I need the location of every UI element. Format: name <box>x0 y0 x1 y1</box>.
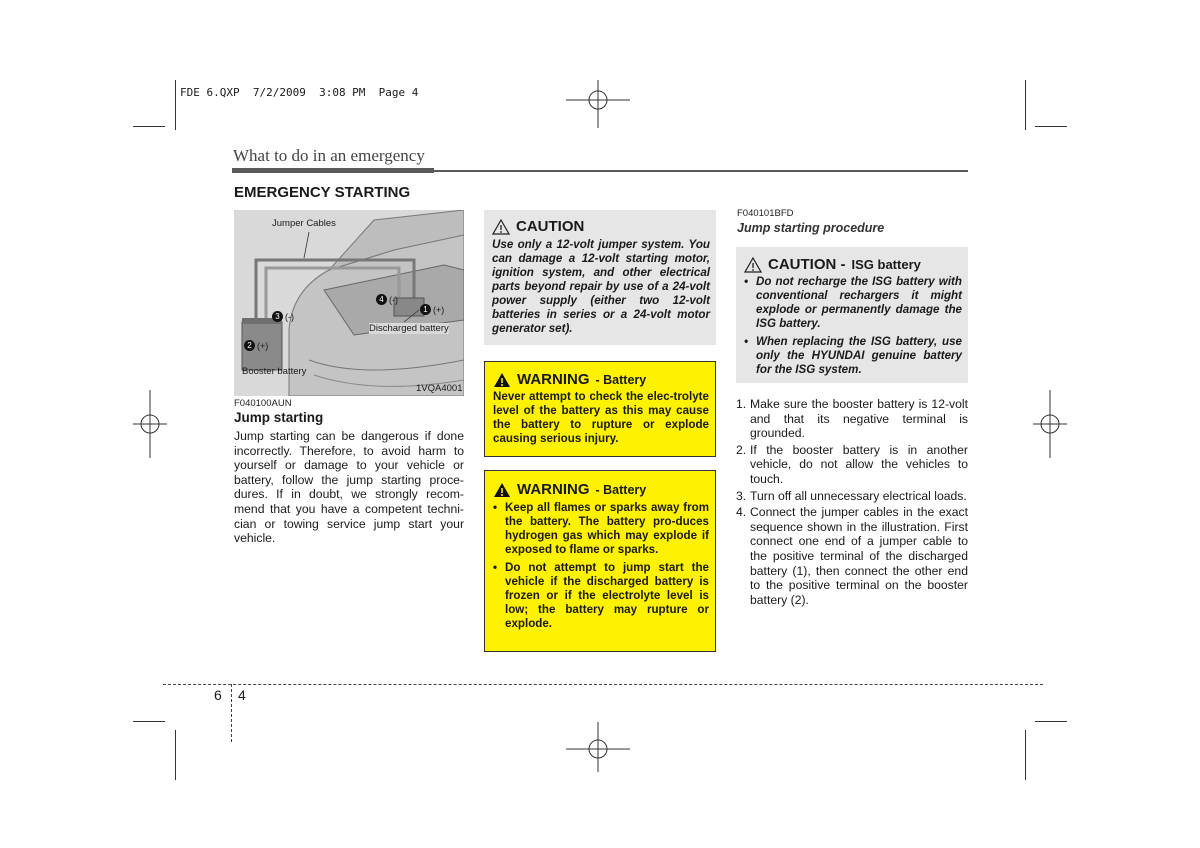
right-code: F040101BFD <box>737 208 794 219</box>
footer-dashed-rule <box>163 684 1043 685</box>
caution-title: CAUTION <box>492 218 584 235</box>
procedure-step: 3. Turn off all unnecessary electrical loads. <box>736 488 967 503</box>
warning-box-electrolyte <box>484 361 716 457</box>
caution-box-12v <box>484 210 716 345</box>
page-header-title: What to do in an emergency <box>233 146 425 165</box>
warning2-bullet: • Do not attempt to jump start the vehicle if the discharged battery is frozen or if the electrolyte level is low; the battery may rupture or explode. <box>493 561 709 631</box>
warning2-title: WARNING - Battery <box>493 481 646 498</box>
left-paragraph: Jump starting can be dangerous if done incorrectly. Therefore, to avoid harm to yourself or damage to your vehicle or battery, follow the jump starting proce-dures. If in doubt, we strongly recom-mend that you have a competent techni-cian or towing service jump start your vehicle. <box>234 429 464 546</box>
marker-2: 2 (+) <box>244 340 268 351</box>
caution-box-isg <box>736 247 968 383</box>
isg-caution-bullet: • Do not recharge the ISG battery with conventional rechargers it might explode or permanently damage the ISG battery. <box>744 275 962 331</box>
page-section-number: 6 <box>214 687 222 703</box>
procedure-steps <box>736 397 968 609</box>
warning2-bullet: • Keep all flames or sparks away from the battery. The battery pro-duces hydrogen gas which may explode if exposed to flame or sparks. <box>493 501 709 557</box>
procedure-step: 1. Make sure the booster battery is 12-volt and that its negative terminal is grounded. <box>736 397 968 441</box>
isg-caution-bullet: • When replacing the ISG battery, use only the HYUNDAI genuine battery for the ISG system. <box>744 335 962 377</box>
label-booster-battery: Booster battery <box>242 366 307 377</box>
warning2-list <box>493 501 709 635</box>
caution-triangle-icon <box>744 257 762 273</box>
warning-triangle-icon <box>493 482 511 498</box>
jump-start-illustration <box>234 210 464 396</box>
label-discharged-battery: Discharged battery <box>369 323 449 334</box>
figure-code: 1VQA4001 <box>416 383 463 394</box>
caution-triangle-icon <box>492 219 510 235</box>
marker-3: 3 (-) <box>272 311 294 322</box>
isg-caution-title: CAUTION - ISG battery <box>744 256 921 273</box>
page-number: 4 <box>238 687 246 703</box>
procedure-step: 4. Connect the jumper cables in the exact sequence shown in the illustration. First connect one end of a jumper cable to the positive terminal of the discharged battery (1), then connect the other end to the positive terminal on the booster battery (2). <box>736 505 968 607</box>
caution-text: Use only a 12-volt jumper system. You can damage a 12-volt starting motor, ignition system, and other electrical parts beyond repair by use of a 24-volt power supply (either two 12-volt batteries in series or a 24-volt motor generator set). <box>492 238 710 335</box>
footer-dashed-divider <box>231 684 232 742</box>
warning-box-flames <box>484 470 716 652</box>
marker-4: 4 (-) <box>376 294 398 305</box>
slug-line: FDE 6.QXP 7/2/2009 3:08 PM Page 4 <box>180 86 419 99</box>
marker-1: 1 (+) <box>420 304 444 315</box>
right-subhead: Jump starting procedure <box>737 221 885 235</box>
warning1-text: Never attempt to check the elec-trolyte level of the battery as this may cause the battery to rupture or explode causing serious injury. <box>493 390 709 445</box>
section-title: EMERGENCY STARTING <box>234 184 411 201</box>
label-jumper-cables: Jumper Cables <box>272 218 336 229</box>
warning-triangle-icon <box>493 372 511 388</box>
warning1-title: WARNING - Battery <box>493 371 646 388</box>
isg-caution-list <box>744 275 962 381</box>
header-rule <box>434 170 968 172</box>
procedure-step: 2. If the booster battery is in another vehicle, do not allow the vehicles to touch. <box>736 442 968 486</box>
left-subhead: Jump starting <box>234 410 324 425</box>
header-bar <box>232 168 434 173</box>
left-code: F040100AUN <box>234 398 292 409</box>
